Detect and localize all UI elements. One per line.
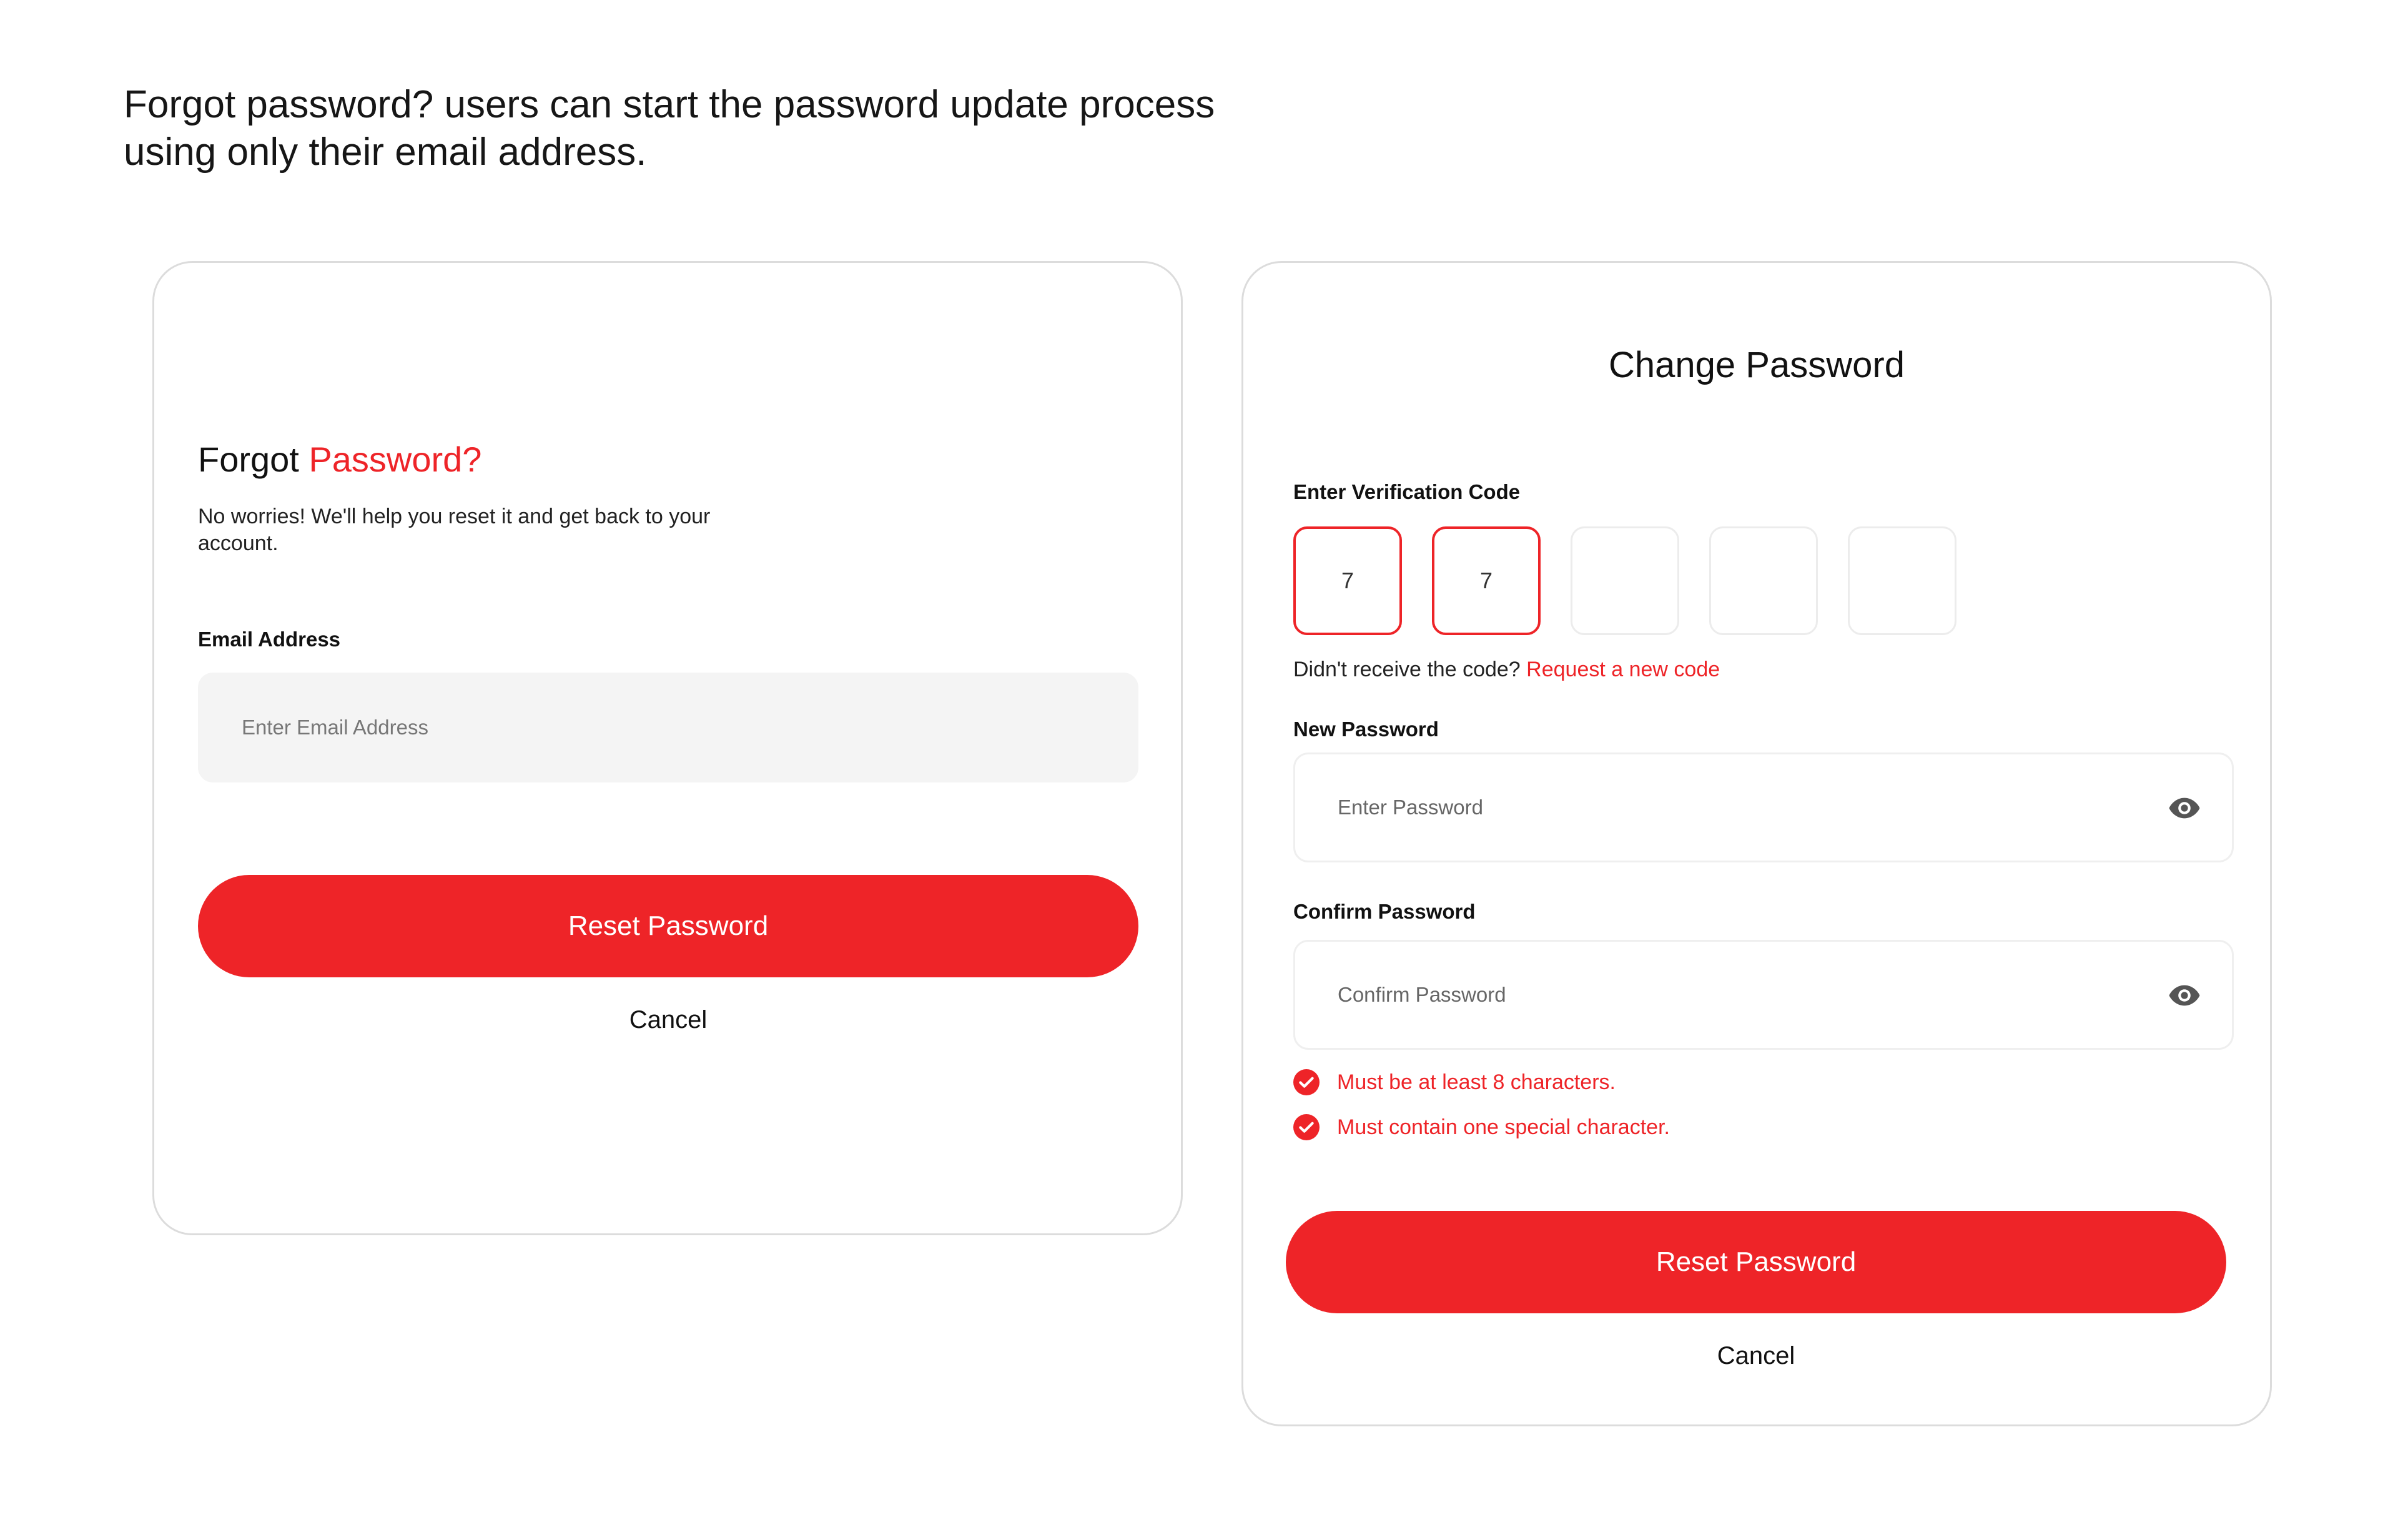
resend-code-text: Didn't receive the code?	[1293, 658, 1521, 681]
new-password-field	[1293, 753, 2234, 862]
verification-code-inputs	[1293, 526, 1956, 635]
email-input[interactable]	[198, 673, 1138, 782]
new-password-label: New Password	[1293, 718, 1439, 741]
title-accent: Password?	[308, 440, 482, 479]
new-password-input[interactable]	[1338, 754, 2087, 861]
code-digit-2[interactable]: 7	[1432, 526, 1541, 635]
change-password-title: Change Password	[1609, 345, 1905, 385]
request-new-code-link[interactable]: Request a new code	[1526, 658, 1720, 681]
check-circle-icon	[1293, 1114, 1320, 1140]
password-rules	[1293, 1060, 1670, 1150]
headline-line-1: Forgot password? users can start the password update process	[124, 83, 1215, 126]
email-label: Email Address	[198, 628, 341, 651]
title-plain: Forgot	[198, 440, 309, 479]
forgot-password-card	[152, 261, 1183, 1235]
code-digit-5[interactable]	[1848, 526, 1956, 635]
reset-password-button[interactable]: Reset Password	[1286, 1211, 2226, 1313]
resend-code-row	[1293, 658, 1720, 682]
code-digit-4[interactable]	[1709, 526, 1818, 635]
confirm-password-input[interactable]	[1338, 942, 2087, 1048]
password-rule	[1293, 1060, 1670, 1105]
password-rule	[1293, 1105, 1670, 1150]
confirm-password-label: Confirm Password	[1293, 900, 1476, 923]
headline-line-2: using only their email address.	[124, 131, 647, 174]
check-circle-icon	[1293, 1069, 1320, 1095]
password-rule-text: Must contain one special character.	[1337, 1115, 1670, 1139]
forgot-password-subtitle: No worries! We'll help you reset it and get back to your account.	[198, 505, 711, 555]
forgot-password-title	[198, 439, 481, 480]
reset-password-button[interactable]: Reset Password	[198, 875, 1138, 977]
confirm-password-field	[1293, 940, 2234, 1050]
eye-icon[interactable]	[2167, 978, 2202, 1013]
verification-code-label: Enter Verification Code	[1293, 480, 1521, 503]
eye-icon[interactable]	[2167, 791, 2202, 826]
password-rule-text: Must be at least 8 characters.	[1337, 1070, 1616, 1094]
page-headline	[124, 81, 1498, 176]
cancel-button[interactable]: Cancel	[198, 1006, 1138, 1034]
code-digit-1[interactable]: 7	[1293, 526, 1402, 635]
code-digit-3[interactable]	[1571, 526, 1679, 635]
cancel-button[interactable]: Cancel	[1286, 1342, 2226, 1370]
change-password-card	[1241, 261, 2272, 1426]
